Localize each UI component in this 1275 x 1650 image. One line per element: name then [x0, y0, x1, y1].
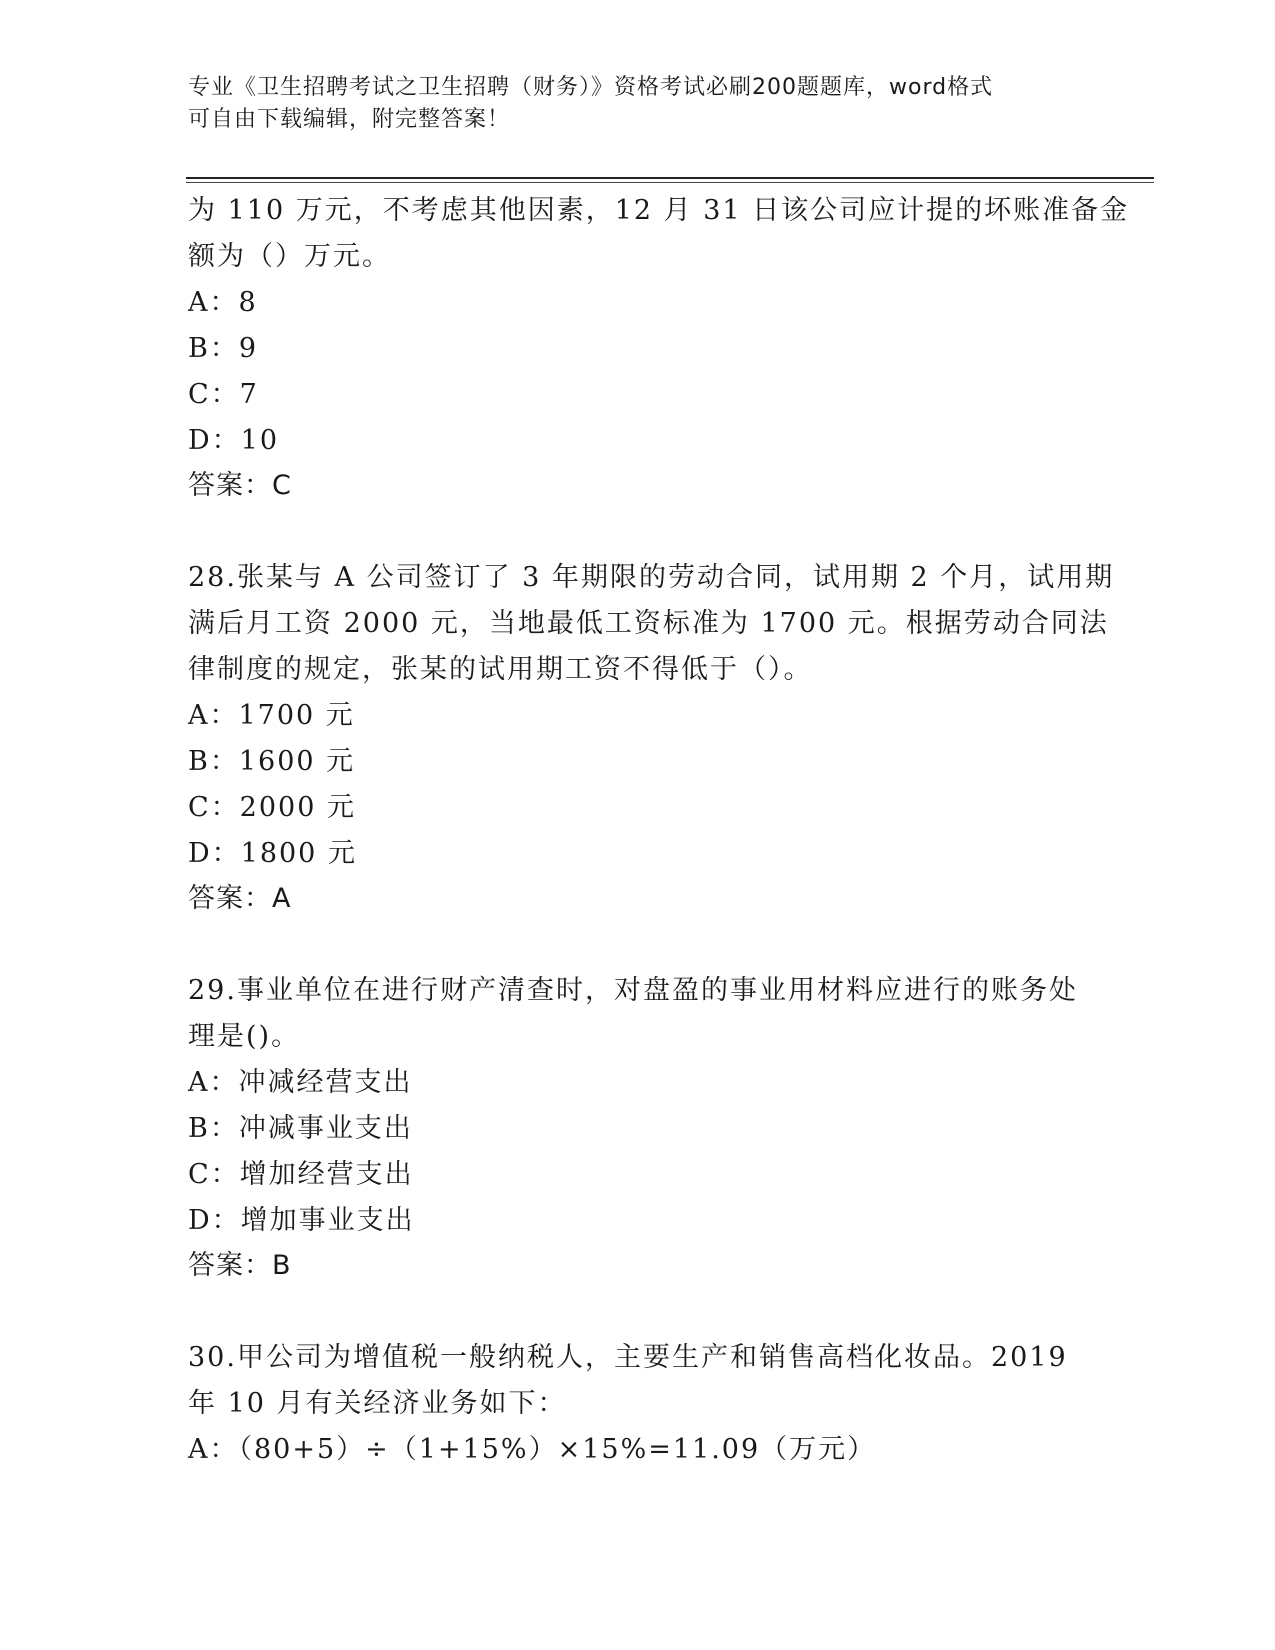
- question-28: [188, 555, 1115, 921]
- question-list: [188, 188, 1130, 1473]
- question-text-line: 28.张某与 A 公司签订了 3 年期限的劳动合同，试用期 2 个月，试用期: [188, 562, 1115, 593]
- question-text-line: 律制度的规定，张某的试用期工资不得低于（）。: [188, 654, 813, 685]
- question-29: [188, 968, 1088, 1288]
- answer-line: 答案：A: [188, 883, 292, 914]
- option-d: D：10: [188, 425, 280, 456]
- option-b: B：冲减事业支出: [188, 1113, 413, 1144]
- question-text-line: 满后月工资 2000 元，当地最低工资标准为 1700 元。根据劳动合同法: [188, 608, 1109, 639]
- question-text-line: 为 110 万元，不考虑其他因素，12 月 31 日该公司应计提的坏账准备金: [188, 195, 1130, 226]
- question-text-line: 29.事业单位在进行财产清查时，对盘盈的事业用材料应进行的账务处: [188, 975, 1078, 1006]
- option-a: A：1700 元: [188, 700, 355, 731]
- option-a: A：冲减经营支出: [188, 1067, 413, 1098]
- question-27-continued: [188, 188, 1130, 508]
- header-divider-thick: [186, 177, 1154, 179]
- spacer: [188, 1288, 1088, 1335]
- option-b: B：9: [188, 333, 259, 364]
- option-a: A：（80+5）÷（1+15%）×15%=11.09（万元）: [188, 1434, 877, 1465]
- question-text-line: 理是()。: [188, 1021, 301, 1052]
- option-c: C：增加经营支出: [188, 1159, 414, 1190]
- header-title-line-2: 可自由下载编辑，附完整答案！: [188, 107, 511, 132]
- question-text-line: 年 10 月有关经济业务如下：: [188, 1388, 567, 1419]
- option-a: A：8: [188, 287, 258, 318]
- question-text-line: 额为（）万元。: [188, 241, 391, 272]
- option-c: C：2000 元: [188, 792, 356, 823]
- option-d: D：1800 元: [188, 838, 357, 869]
- spacer: [188, 921, 1088, 968]
- question-30: [188, 1335, 1088, 1473]
- answer-line: 答案：B: [188, 1250, 292, 1281]
- question-text-line: 30.甲公司为增值税一般纳税人，主要生产和销售高档化妆品。2019: [188, 1342, 1068, 1373]
- header-divider-thin: [186, 182, 1154, 183]
- option-c: C：7: [188, 379, 259, 410]
- option-b: B：1600 元: [188, 746, 356, 777]
- answer-line: 答案：C: [188, 470, 292, 501]
- spacer: [188, 508, 1088, 555]
- page-header: [188, 72, 1068, 136]
- header-title-line-1: 专业《卫生招聘考试之卫生招聘（财务）》资格考试必刷200题题库，word格式: [188, 75, 994, 100]
- option-d: D：增加事业支出: [188, 1205, 415, 1236]
